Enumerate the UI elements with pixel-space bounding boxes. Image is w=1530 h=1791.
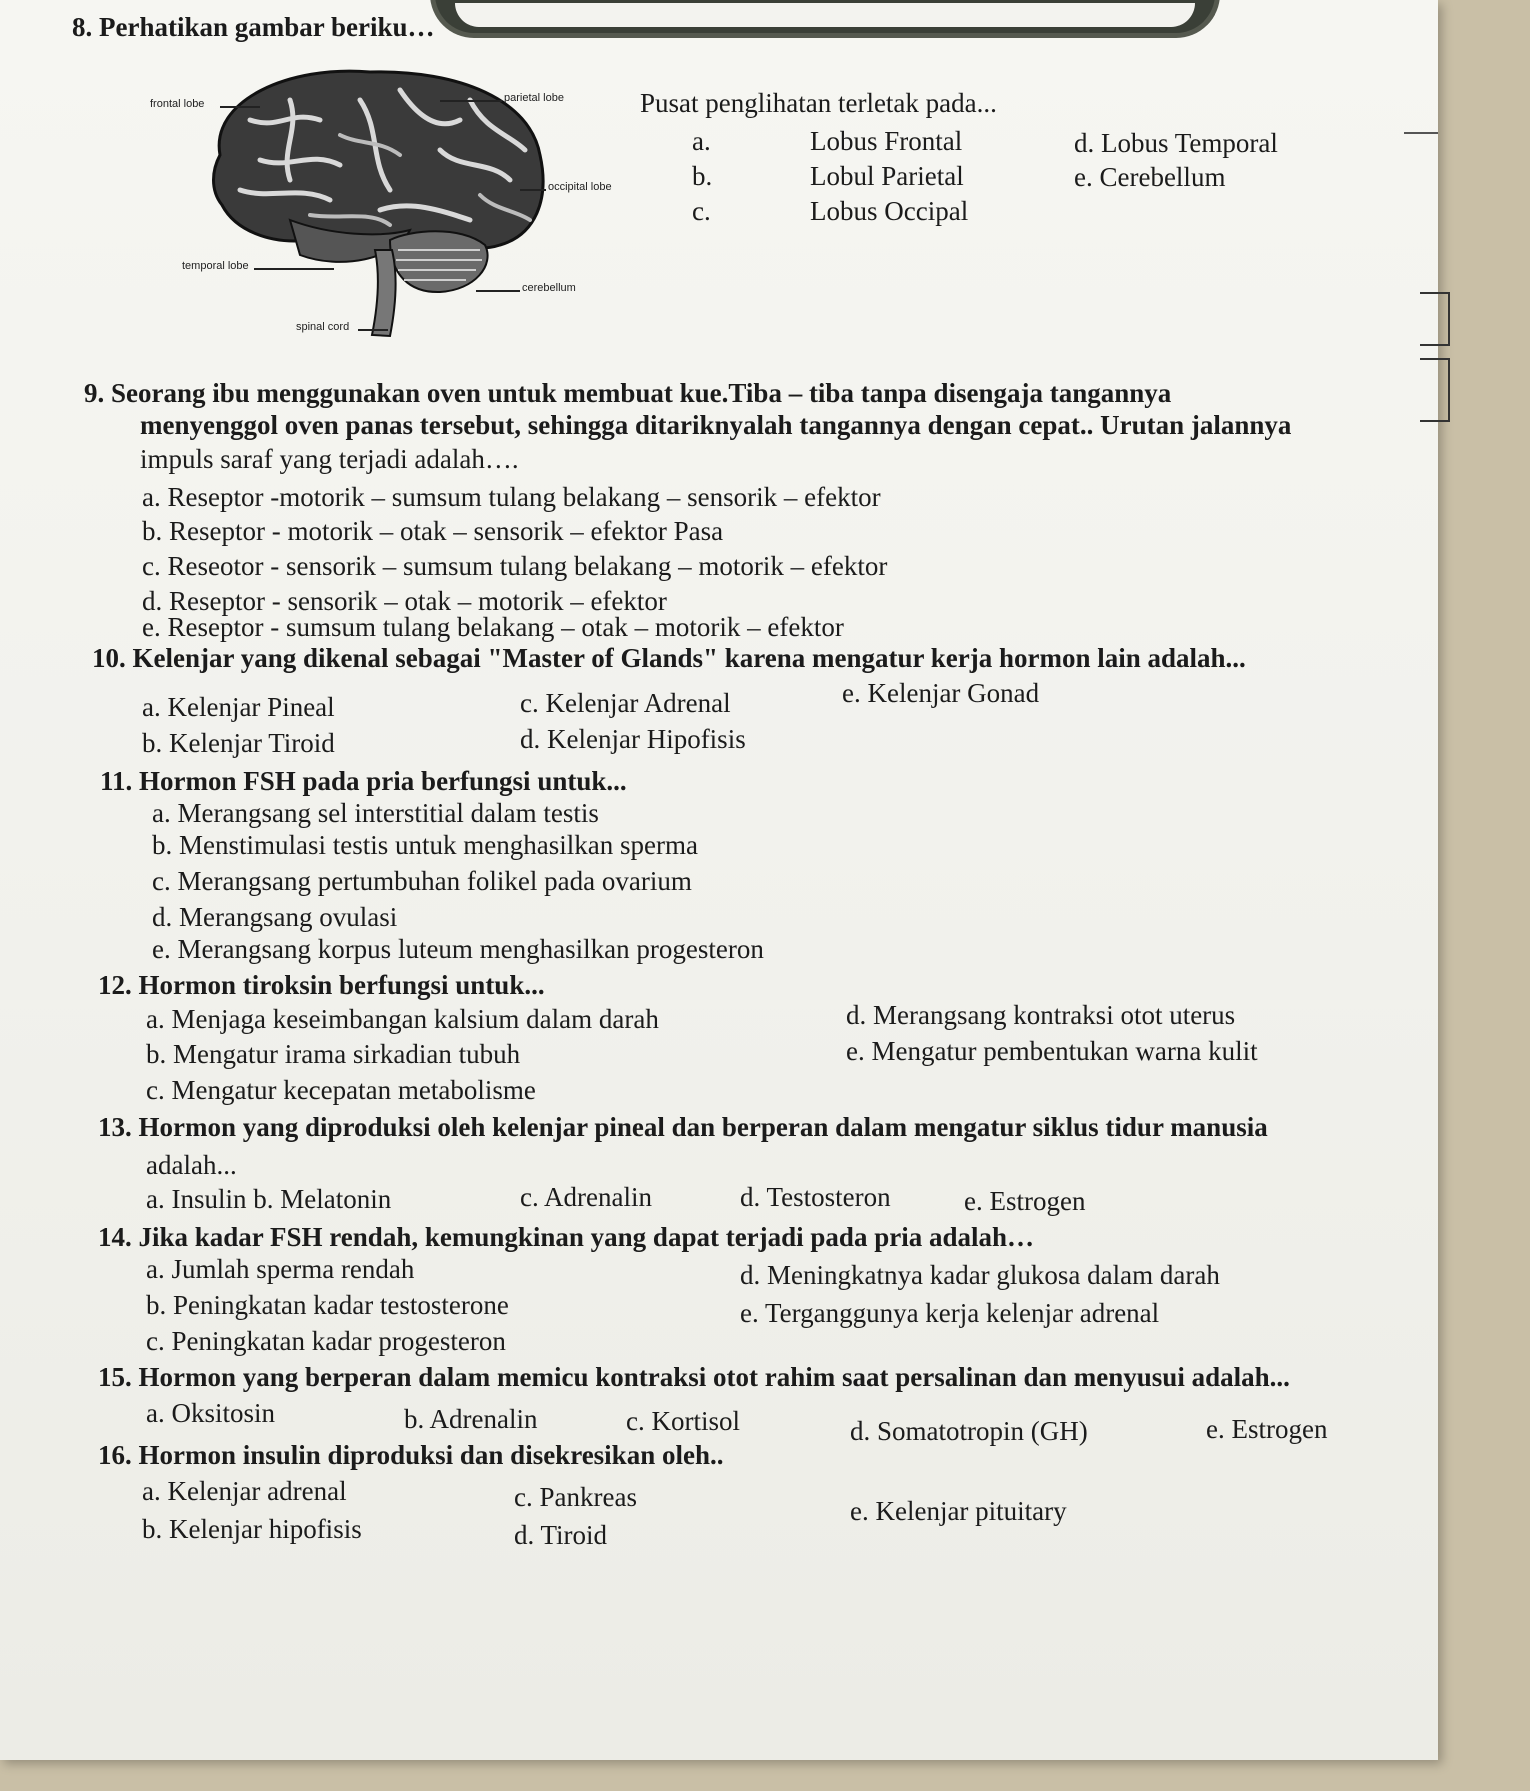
q11-stem: 11. Hormon FSH pada pria berfungsi untuk... (100, 766, 627, 796)
q8-opt-a-letter: a. (692, 126, 711, 156)
q12-opt-d: d. Merangsang kontraksi otot uterus (846, 1000, 1236, 1030)
q9-stem-line2: menyenggol oven panas tersebut, sehingga ditariknyalah tangannya dengan cepat.. Urutan jalannya (140, 410, 1292, 440)
q8-opt-a: Lobus Frontal (810, 126, 963, 156)
q14-opt-a: a. Jumlah sperma rendah (146, 1254, 415, 1284)
q9-opt-d: d. Reseptor - sensorik – otak – motorik – efektor (142, 586, 667, 616)
q13-opt-d: d. Testosteron (740, 1182, 891, 1212)
q14-opt-c: c. Peningkatan kadar progesteron (146, 1326, 506, 1356)
q15-opt-b: b. Adrenalin (404, 1404, 538, 1434)
clipboard-clip (430, 0, 1220, 38)
q10-opt-a: a. Kelenjar Pineal (142, 692, 335, 722)
q11-opt-a: a. Merangsang sel interstitial dalam testis (152, 798, 599, 828)
q8-opt-d: d. Lobus Temporal (1074, 128, 1278, 158)
margin-mark (1420, 292, 1450, 346)
q11-opt-b: b. Menstimulasi testis untuk menghasilkan sperma (152, 830, 698, 860)
q12-opt-c: c. Mengatur kecepatan metabolisme (146, 1075, 536, 1105)
q12-stem: 12. Hormon tiroksin berfungsi untuk... (98, 970, 545, 1000)
q8-stem: Pusat penglihatan terletak pada... (640, 88, 997, 118)
q16-opt-c: c. Pankreas (514, 1482, 637, 1512)
label-temporal-lobe: temporal lobe (182, 260, 249, 272)
q12-opt-a: a. Menjaga keseimbangan kalsium dalam darah (146, 1004, 659, 1034)
q8-title: 8. Perhatikan gambar beriku… (72, 12, 435, 42)
q9-stem-line3: impuls saraf yang terjadi adalah…. (140, 444, 519, 474)
q13-opt-e: e. Estrogen (964, 1186, 1086, 1216)
label-spinal-cord: spinal cord (296, 321, 350, 333)
q9-opt-c: c. Reseotor - sensorik – sumsum tulang belakang – motorik – efektor (142, 551, 888, 581)
q8-opt-e: e. Cerebellum (1074, 162, 1226, 192)
label-occipital-lobe: occipital lobe (548, 181, 612, 193)
label-parietal-lobe: parietal lobe (504, 92, 564, 104)
q11-opt-e: e. Merangsang korpus luteum menghasilkan progesteron (152, 934, 764, 964)
q15-opt-c: c. Kortisol (626, 1406, 740, 1436)
label-cerebellum: cerebellum (522, 282, 576, 294)
q11-opt-d: d. Merangsang ovulasi (152, 902, 398, 932)
q10-opt-e: e. Kelenjar Gonad (842, 678, 1040, 708)
q13-opt-c: c. Adrenalin (520, 1182, 652, 1212)
q11-opt-c: c. Merangsang pertumbuhan folikel pada ovarium (152, 866, 692, 896)
q8-opt-b: Lobul Parietal (810, 161, 964, 191)
q8-opt-c: Lobus Occipal (810, 196, 969, 226)
label-frontal-lobe: frontal lobe (150, 98, 205, 110)
q8-opt-b-letter: b. (692, 161, 713, 191)
q10-stem: 10. Kelenjar yang dikenal sebagai "Master of Glands" karena mengatur kerja hormon lain adalah... (92, 643, 1246, 673)
q14-stem: 14. Jika kadar FSH rendah, kemungkinan yang dapat terjadi pada pria adalah… (98, 1222, 1034, 1252)
q9-opt-b: b. Reseptor - motorik – otak – sensorik – efektor Pasa (142, 516, 724, 546)
q13-stem-line2: adalah... (146, 1150, 237, 1180)
q16-opt-b: b. Kelenjar hipofisis (142, 1514, 362, 1544)
q13-stem-line1: 13. Hormon yang diproduksi oleh kelenjar pineal dan berperan dalam mengatur siklus tidur manusia (98, 1112, 1268, 1142)
q10-opt-d: d. Kelenjar Hipofisis (520, 724, 746, 754)
margin-mark (1420, 358, 1450, 422)
q9-opt-e: e. Reseptor - sumsum tulang belakang – otak – motorik – efektor (142, 612, 844, 642)
q8-opt-c-letter: c. (692, 196, 711, 226)
q16-opt-a: a. Kelenjar adrenal (142, 1476, 347, 1506)
q12-opt-e: e. Mengatur pembentukan warna kulit (846, 1036, 1258, 1066)
q15-stem: 15. Hormon yang berperan dalam memicu kontraksi otot rahim saat persalinan dan menyusui adalah... (98, 1362, 1290, 1392)
q14-opt-e: e. Terganggunya kerja kelenjar adrenal (740, 1298, 1160, 1328)
q16-stem: 16. Hormon insulin diproduksi dan disekresikan oleh.. (98, 1440, 724, 1470)
q15-opt-a: a. Oksitosin (146, 1398, 276, 1428)
q13-opt-ab: a. Insulin b. Melatonin (146, 1184, 392, 1214)
q15-opt-e: e. Estrogen (1206, 1414, 1328, 1444)
q10-opt-b: b. Kelenjar Tiroid (142, 728, 335, 758)
q10-opt-c: c. Kelenjar Adrenal (520, 688, 731, 718)
q12-opt-b: b. Mengatur irama sirkadian tubuh (146, 1039, 521, 1069)
q15-opt-d: d. Somatotropin (GH) (850, 1416, 1088, 1446)
q9-opt-a: a. Reseptor -motorik – sumsum tulang belakang – sensorik – efektor (142, 482, 881, 512)
q14-opt-d: d. Meningkatnya kadar glukosa dalam darah (740, 1260, 1220, 1290)
q16-opt-e: e. Kelenjar pituitary (850, 1496, 1067, 1526)
q9-stem-line1: 9. Seorang ibu menggunakan oven untuk membuat kue.Tiba – tiba tanpa disengaja tangannya (84, 378, 1172, 408)
q16-opt-d: d. Tiroid (514, 1520, 608, 1550)
q14-opt-b: b. Peningkatan kadar testosterone (146, 1290, 509, 1320)
